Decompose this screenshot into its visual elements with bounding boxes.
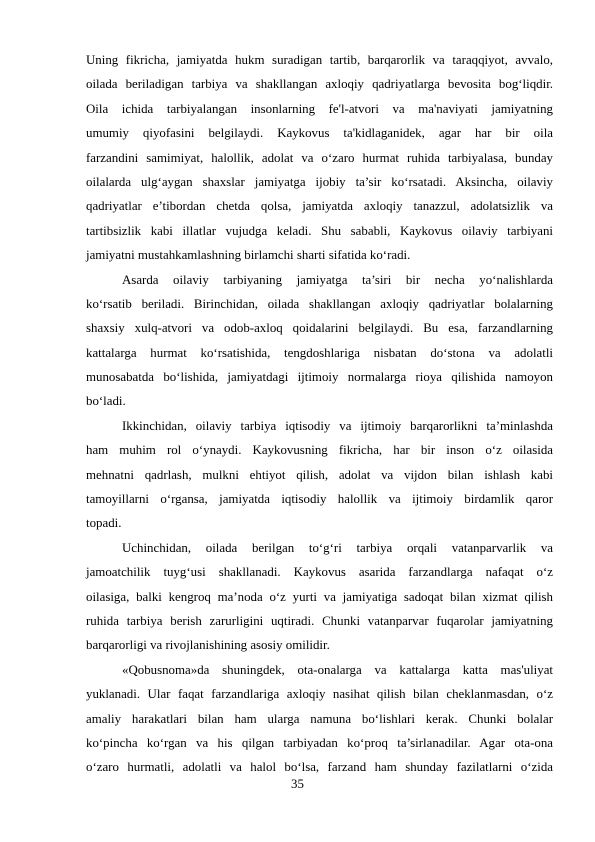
text-line: bo‘ladi. <box>86 394 126 409</box>
text-line: Asarda oilaviy tarbiyaning jamiyatga ta’siri bir necha yo‘nalishlarda <box>122 272 553 287</box>
text-line: kattalarga hurmat ko‘rsatishida, tengdoshlariga nisbatan do‘stona va adolatli <box>86 345 553 360</box>
text-line: Uchinchidan, oilada berilgan to‘g‘ri tarbiya orqali vatanparvarlik va <box>122 540 553 555</box>
text-line: farzandini samimiyat, halollik, adolat va o‘zaro hurmat ruhida tarbiyalasa, bunday <box>86 150 553 165</box>
text-line: ko‘pincha ko‘rgan va his qilgan tarbiyadan ko‘proq ta’sirlanadilar. Agar ota-ona <box>86 735 553 750</box>
page-number: 35 <box>291 777 304 791</box>
text-line: oilasiga, balki kengroq ma’noda o‘z yurti va jamiyatiga sadoqat bilan xizmat qilish <box>86 589 553 604</box>
paragraph-qobusnoma <box>86 658 553 780</box>
text-line: ruhida tarbiya berish zarurligini uqtiradi. Chunki vatanparvar fuqarolar jamiyatning <box>86 613 553 628</box>
text-line: umumiy qiyofasini belgilaydi. Kaykovus ta'kidlaganidek, agar har bir oila <box>86 126 553 141</box>
text-line: yuklanadi. Ular faqat farzandlariga axloqiy nasihat qilish bilan cheklanmasdan, o‘z <box>86 687 553 702</box>
text-line: jamiyatni mustahkamlashning birlamchi sharti sifatida ko‘radi. <box>86 248 411 263</box>
text-line: topadi. <box>86 516 122 531</box>
paragraph-directions <box>86 268 553 414</box>
text-line: ko‘rsatib beriladi. Birinchidan, oilada shakllangan axloqiy qadriyatlar bolalarning <box>86 296 553 311</box>
text-line: mehnatni qadrlash, mulkni ehtiyot qilish, adolat va vijdon bilan ishlash kabi <box>86 467 553 482</box>
text-line: munosabatda bo‘lishida, jamiyatdagi ijtimoiy normalarga rioya qilishida namoyon <box>86 370 553 385</box>
text-line: Ikkinchidan, oilaviy tarbiya iqtisodiy va ijtimoiy barqarorlikni ta’minlashda <box>122 418 553 433</box>
text-line: Uning fikricha, jamiyatda hukm suradigan tartib, barqarorlik va taraqqiyot, avvalo, <box>86 53 553 67</box>
text-line: tartibsizlik kabi illatlar vujudga keladi. Shu sababli, Kaykovus oilaviy tarbiyani <box>86 223 553 238</box>
text-line: o‘zaro hurmatli, adolatli va halol bo‘lsa, farzand ham shunday fazilatlarni o‘zida <box>86 760 553 775</box>
document-page <box>86 48 553 780</box>
text-line: shaxsiy xulq-atvori va odob-axloq qoidalarini belgilaydi. Bu esa, farzandlarning <box>86 321 553 336</box>
paragraph-continuation <box>86 48 553 268</box>
text-line: tamoyillarni o‘rgansa, jamiyatda iqtisodiy halollik va ijtimoiy birdamlik qaror <box>86 492 553 507</box>
text-line: jamoatchilik tuyg‘usi shakllanadi. Kaykovus asarida farzandlarga nafaqat o‘z <box>86 565 553 580</box>
text-line: amaliy harakatlari bilan ham ularga namuna bo‘lishlari kerak. Chunki bolalar <box>86 711 553 726</box>
text-line: oilada beriladigan tarbiya va shakllangan axloqiy qadriyatlarga bevosita bog‘liqdir. <box>86 77 553 92</box>
text-line: barqarorligi va rivojlanishining asosiy omilidir. <box>86 638 330 653</box>
text-line: qadriyatlar e’tibordan chetda qolsa, jamiyatda axloqiy tanazzul, adolatsizlik va <box>86 199 553 214</box>
text-line: oilalarda ulg‘aygan shaxslar jamiyatga ijobiy ta’sir ko‘rsatadi. Aksincha, oilaviy <box>86 174 553 189</box>
text-line: Oila ichida tarbiyalangan insonlarning fe'l-atvori va ma'naviyati jamiyatning <box>86 101 553 116</box>
text-line: ham muhim rol o‘ynaydi. Kaykovusning fikricha, har bir inson o‘z oilasida <box>86 443 553 458</box>
paragraph-second <box>86 414 553 536</box>
text-line: «Qobusnoma»da shuningdek, ota-onalarga va kattalarga katta mas'uliyat <box>122 662 553 677</box>
paragraph-third <box>86 536 553 658</box>
